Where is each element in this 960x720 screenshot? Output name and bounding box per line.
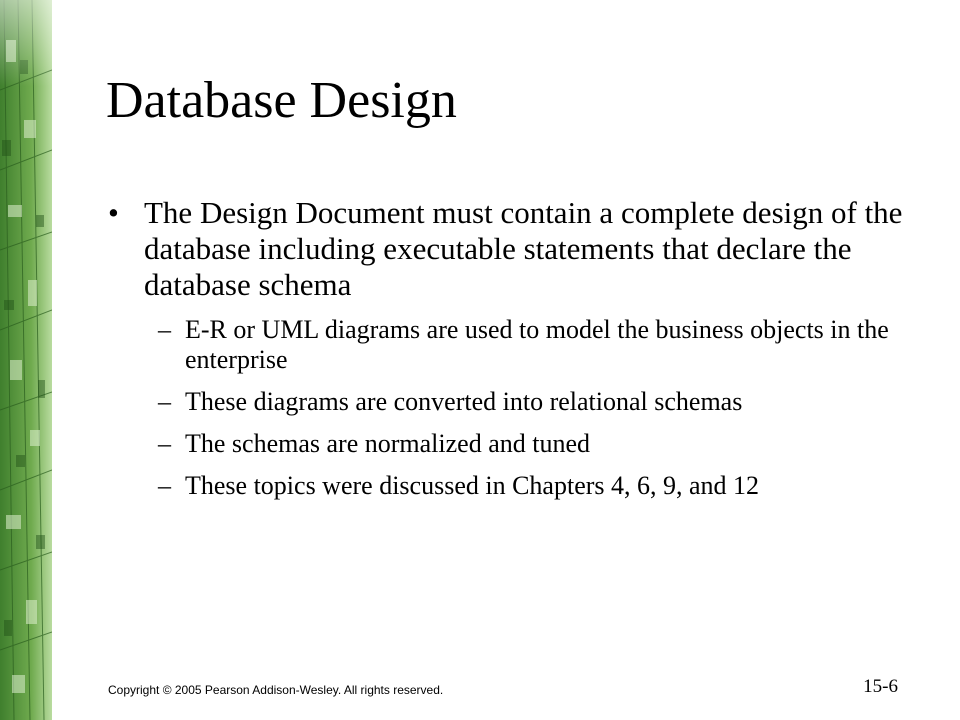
bullet-list (108, 195, 908, 513)
sub-bullet-marker: – (158, 387, 171, 416)
sub-bullet-marker: – (158, 429, 171, 458)
city-aerial-photo-strip-icon (0, 0, 52, 720)
sub-bullet-marker: – (158, 315, 171, 344)
sub-bullet-marker: – (158, 471, 171, 500)
sub-bullet-list (108, 315, 908, 501)
sub-bullet-item (108, 471, 908, 501)
slide-page-number: 15-6 (863, 676, 898, 697)
slide-title: Database Design (106, 72, 457, 129)
sub-bullet-item (108, 429, 908, 459)
bullet-item (108, 195, 908, 303)
bullet-marker: • (108, 195, 119, 230)
sub-bullet-item (108, 315, 908, 375)
sub-bullet-item (108, 387, 908, 417)
footer-copyright: Copyright © 2005 Pearson Addison-Wesley. All rights reserved. (108, 683, 444, 697)
sub-bullet-text: E-R or UML diagrams are used to model the business objects in the enterprise (185, 315, 889, 374)
sub-bullet-text: These diagrams are converted into relational schemas (185, 387, 743, 416)
bullet-text: The Design Document must contain a complete design of the database including executable statements that declare the database schema (144, 195, 903, 302)
sub-bullet-text: The schemas are normalized and tuned (185, 429, 590, 458)
sub-bullet-text: These topics were discussed in Chapters 4, 6, 9, and 12 (185, 471, 760, 500)
